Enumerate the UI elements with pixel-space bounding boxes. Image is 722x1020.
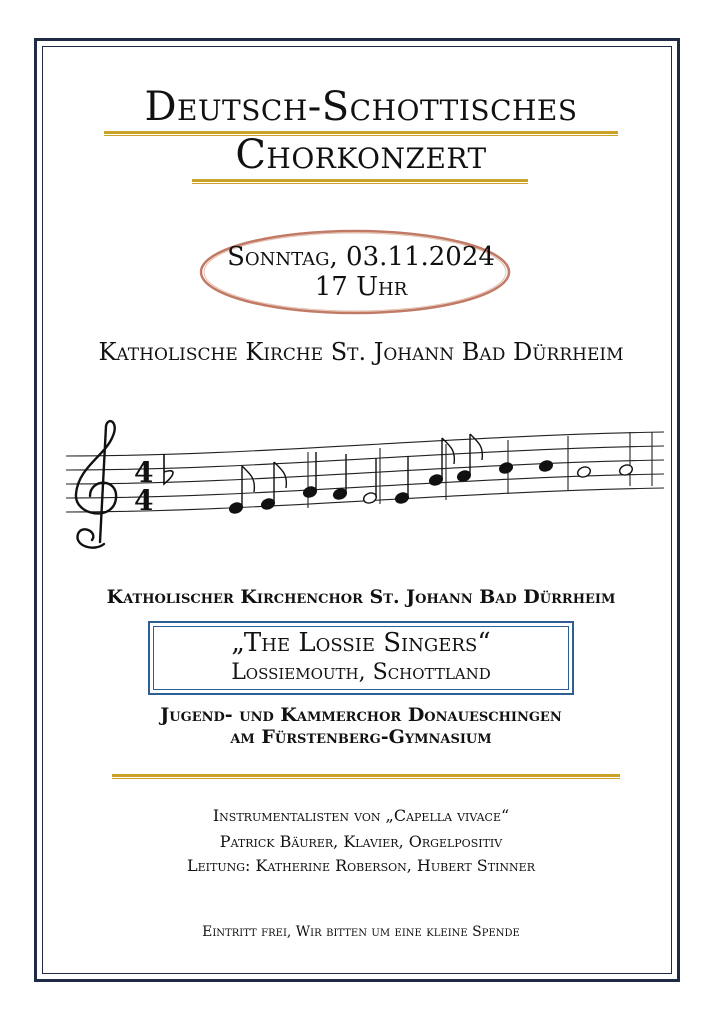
guest-choir-origin: Lossiemouth, Schottland xyxy=(231,660,491,685)
title-line-2: Chorkonzert xyxy=(235,132,487,178)
conductors-line: Leitung: Katherine Roberson, Hubert Stinner xyxy=(187,856,535,875)
choir-st-johann: Katholischer Kirchenchor St. Johann Bad Dürrheim xyxy=(106,586,616,608)
event-date: Sonntag, 03.11.2024 xyxy=(227,242,495,272)
choir-donaueschingen: Jugend- und Kammerchor Donaueschingen xyxy=(160,704,562,726)
admission-note: Eintritt frei, Wir bitten um eine kleine Spende xyxy=(202,924,520,940)
time-signature-bottom: 4 xyxy=(134,484,154,517)
guest-choir-name: „The Lossie Singers“ xyxy=(231,628,491,658)
time-signature-top: 4 xyxy=(134,456,154,489)
gold-rule-lower xyxy=(112,774,620,777)
flat-sign-icon xyxy=(164,454,173,484)
title-line-1: Deutsch-Schottisches xyxy=(144,84,578,130)
pianist-line: Patrick Bäurer, Klavier, Orgelpositiv xyxy=(219,832,503,851)
choir-donaueschingen-school: am Fürstenberg-Gymnasium xyxy=(230,726,492,748)
music-staff xyxy=(60,412,670,562)
gold-rule-title xyxy=(192,179,528,182)
event-time: 17 Uhr xyxy=(314,272,408,302)
event-location: Katholische Kirche St. Johann Bad Dürrheim xyxy=(98,338,624,366)
instrumentalists-line: Instrumentalisten von „Capella vivace“ xyxy=(212,806,510,825)
